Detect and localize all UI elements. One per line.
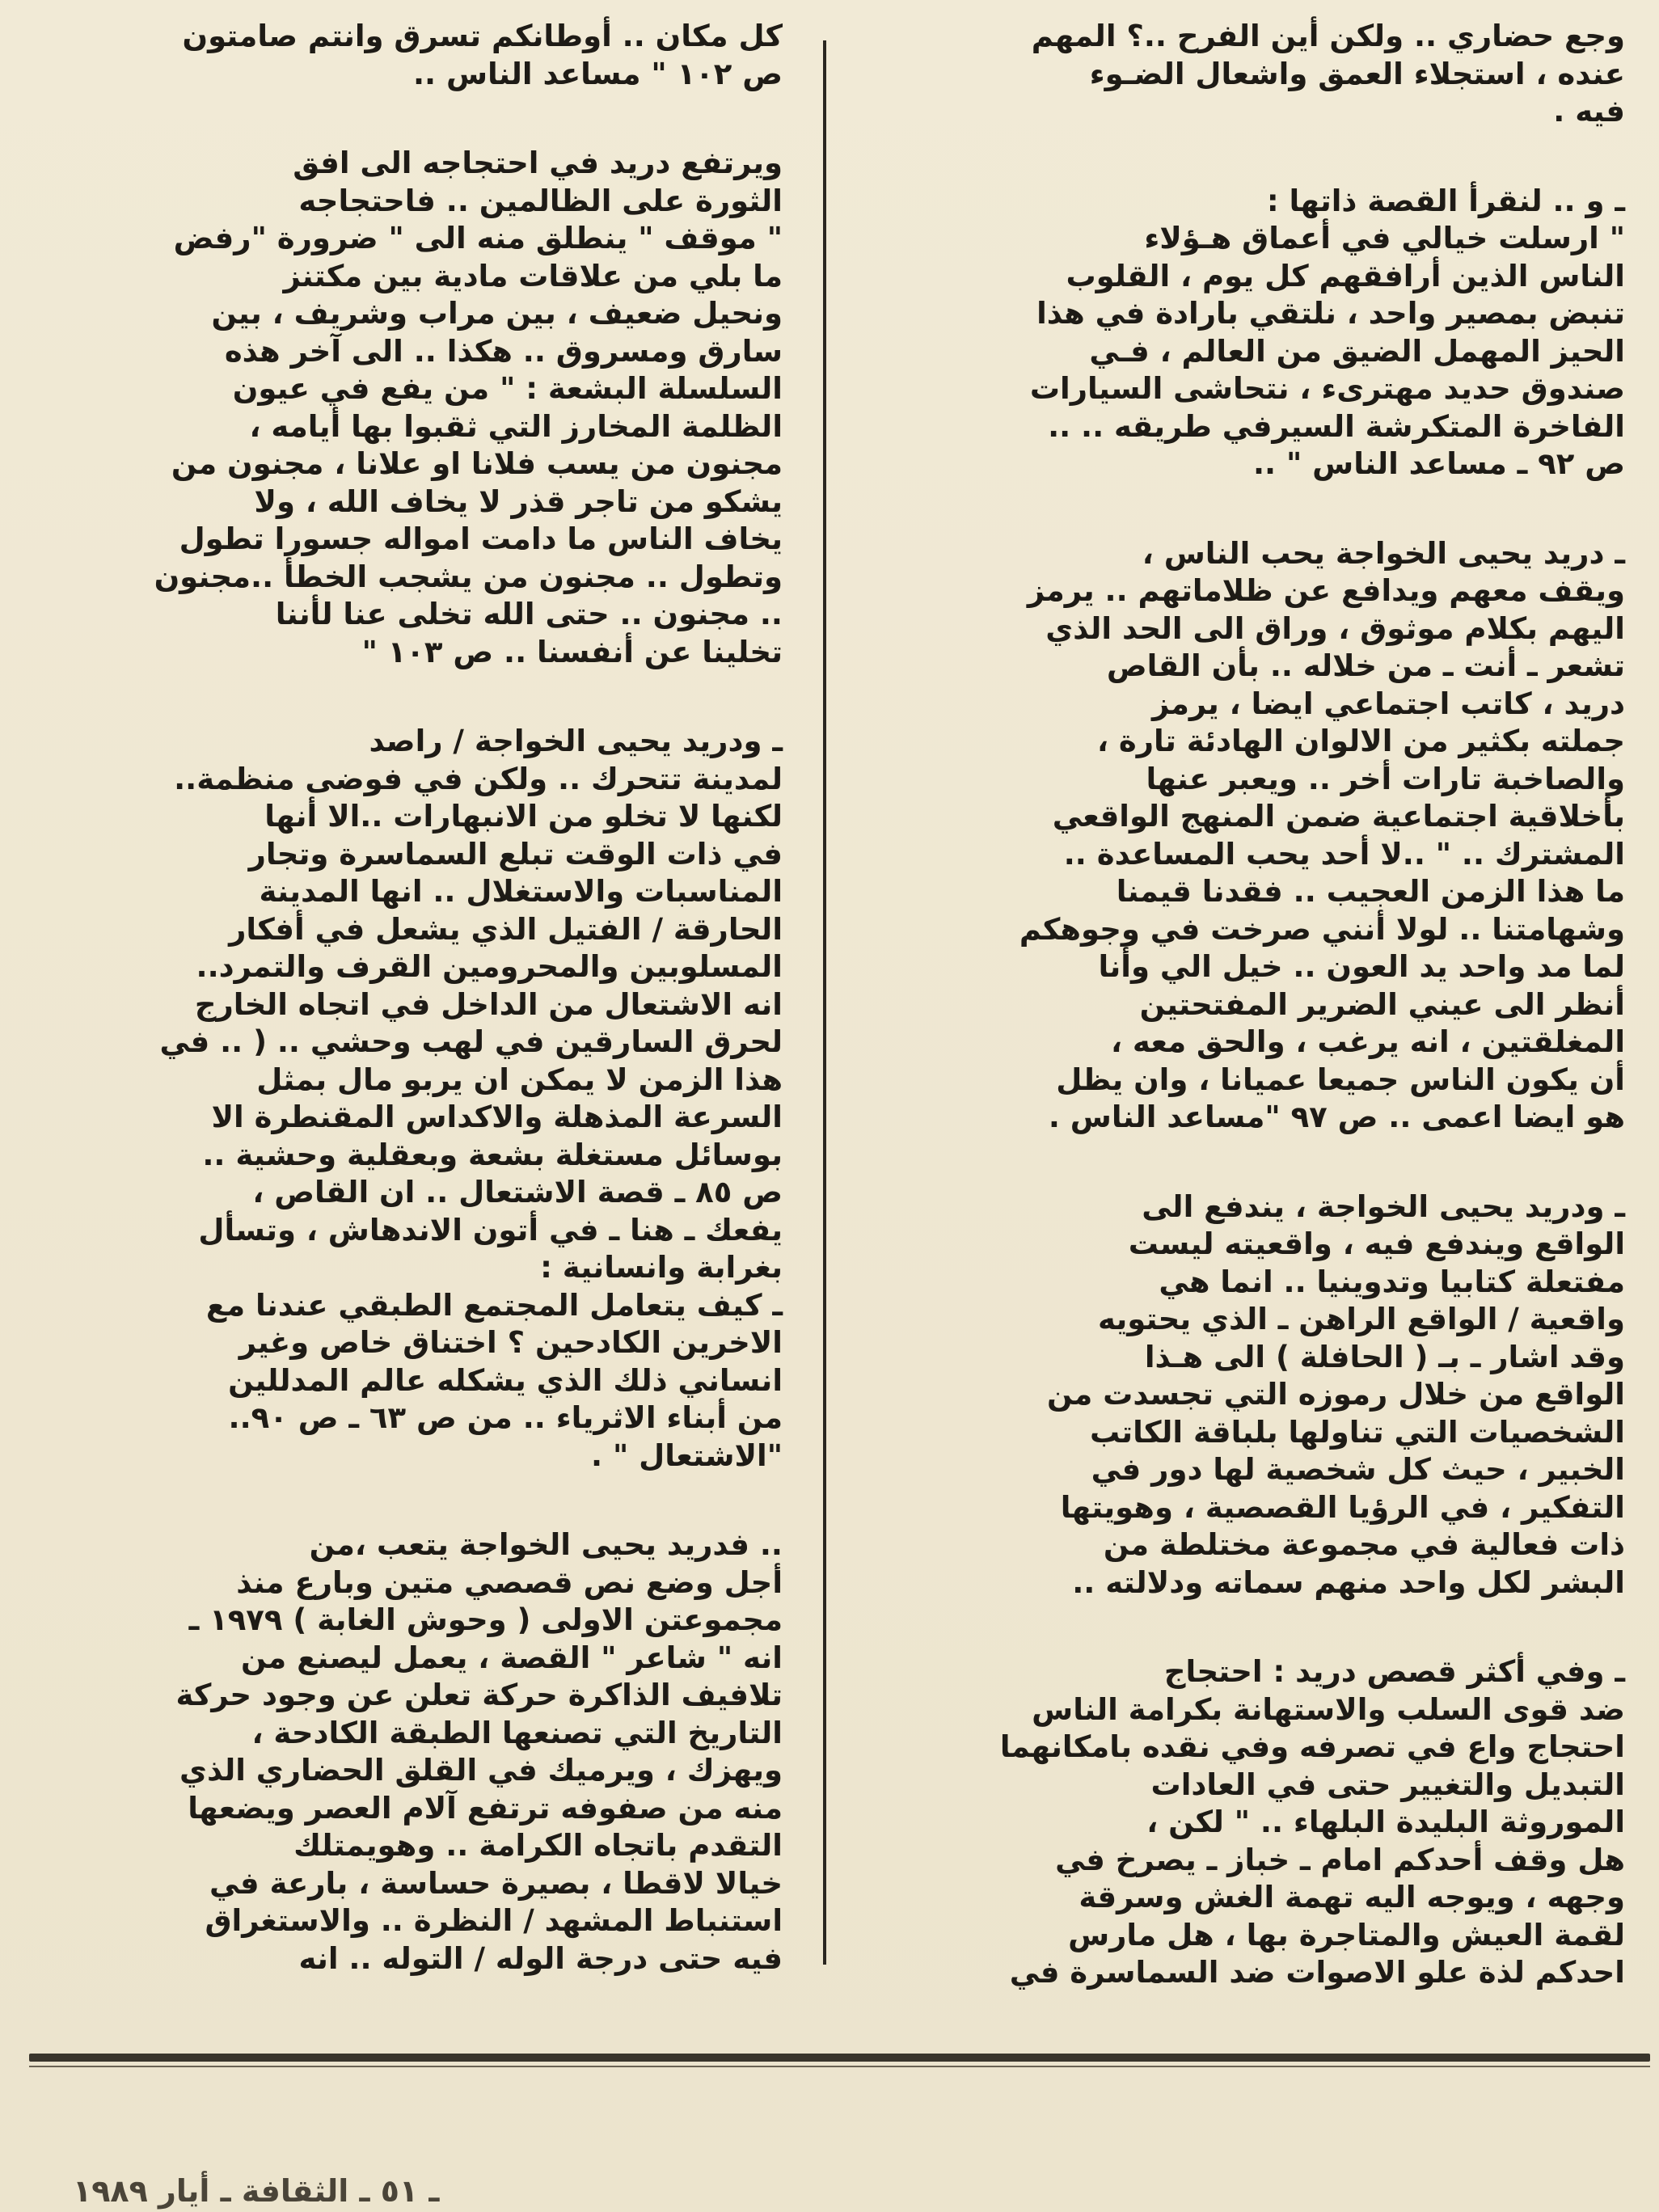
text-line: الفاخرة المتكرشة السيرفي طريقه .. .. (1048, 408, 1625, 444)
text-line: " ارسلت خيالي في أعماق هـؤلاء (1144, 221, 1625, 255)
text-line: تنبض بمصير واحد ، نلتقي بارادة في هذا (1036, 296, 1625, 331)
text-line: ما هذا الزمن العجيب .. فقدنا قيمنا (1116, 874, 1625, 909)
text-line: ضد قوى السلب والاستهانة بكرامة الناس (1032, 1691, 1625, 1727)
text-line: استنباط المشهد / النظرة .. والاستغراق (205, 1903, 783, 1938)
text-line: التبديل والتغيير حتى في العادات (1150, 1767, 1625, 1802)
text-line: المشترك .. " ..لا أحد يحب المساعدة .. (1063, 836, 1625, 872)
text-line: المناسبات والاستغلال .. انها المدينة (259, 874, 783, 909)
text-line: اليهم بكلام موثوق ، وراق الى الحد الذي (1045, 610, 1625, 646)
text-line: الشخصيات التي تناولها بلباقة الكاتب (1090, 1414, 1625, 1450)
text-line: في ذات الوقت تبلع السماسرة وتجار (248, 836, 783, 872)
text-line: ـ كيف يتعامل المجتمع الطبقي عندنا مع (205, 1287, 783, 1323)
text-line: يفعك ـ هنا ـ في أتون الاندهاش ، وتسأل (198, 1212, 783, 1247)
text-line: ـ و .. لنقرأ القصة ذاتها : (1266, 183, 1625, 218)
text-line: الحارقة / الفتيل الذي يشعل في أفكار (229, 911, 783, 947)
text-line: المغلقتين ، انه يرغب ، والحق معه ، (1110, 1024, 1625, 1059)
text-line: فيه حتى درجة الوله / التوله .. انه (298, 1940, 783, 1976)
text-line: الناس الذين أرافقهم كل يوم ، القلوب (1066, 258, 1625, 293)
page-footer: ـ ٥١ ـ الثقافة ـ أيار ١٩٨٩ (73, 2173, 440, 2209)
text-line: مجموعتن الاولى ( وحوش الغابة ) ١٩٧٩ ـ (188, 1602, 783, 1637)
text-line: التفكير ، في الرؤيا القصصية ، وهويتها (1060, 1489, 1625, 1525)
text-line: يشكو من تاجر قذر لا يخاف الله ، ولا (254, 483, 783, 519)
paragraph (865, 18, 1625, 131)
text-line: وجهه ، ويوجه اليه تهمة الغش وسرقة (1079, 1880, 1625, 1914)
text-line: ذات فعالية في مجموعة مختلطة من (1103, 1527, 1625, 1562)
text-line: ونحيل ضعيف ، بين مراب وشريف ، بين (211, 296, 783, 331)
text-line: انساني ذلك الذي يشكله عالم المدللين (228, 1362, 783, 1398)
footer-rule (29, 2054, 1650, 2062)
paragraph (865, 1188, 1625, 1602)
text-line: دريد ، كاتب اجتماعي ايضا ، يرمز (1151, 686, 1625, 721)
text-line: لحرق السارقين في لهب وحشي .. ( .. في (159, 1024, 783, 1059)
text-line: هو ايضا اعمى .. ص ٩٧ "مساعد الناس . (1048, 1100, 1625, 1134)
text-line: الواقع ويندفع فيه ، واقعيته ليست (1128, 1226, 1625, 1261)
text-line: بغرابة وانسانية : (540, 1250, 783, 1285)
text-line: والصاخبة تارات أخر .. ويعبر عنها (1146, 761, 1625, 796)
text-line: ـ دريد يحيى الخواجة يحب الناس ، (1142, 535, 1625, 571)
text-line: فيه . (1553, 94, 1625, 129)
text-line: هل وقف أحدكم امام ـ خباز ـ يصرخ في (1055, 1842, 1625, 1877)
text-line: الثورة على الظالمين .. فاحتجاجه (298, 183, 783, 218)
text-line: ص ١٠٢ " مساعد الناس .. (412, 56, 783, 91)
text-line: ويقف معهم ويدافع عن ظلاماتهم .. يرمز (1027, 573, 1625, 608)
text-line: خيالا لاقطا ، بصيرة حساسة ، بارعة في (209, 1865, 783, 1901)
text-line: السرعة المذهلة والاكداس المقنطرة الا (211, 1100, 783, 1134)
paragraph (865, 183, 1625, 483)
text-line: ـ ودريد يحيى الخواجة ، يندفع الى (1142, 1188, 1625, 1224)
text-line: ـ وفي أكثر قصص دريد : احتجاج (1163, 1654, 1625, 1689)
text-line: تشعر ـ أنت ـ من خلاله .. بأن القاص (1106, 648, 1625, 683)
text-line: سارق ومسروق .. هكذا .. الى آخر هذه (224, 333, 783, 369)
column-divider (823, 40, 826, 1965)
text-line: احتجاج واع في تصرفه وفي نقده بامكانهما (999, 1729, 1625, 1764)
text-line: الموروثة البليدة البلهاء .. " لكن ، (1146, 1805, 1625, 1839)
text-line: وجع حضاري .. ولكن أين الفرح ..؟ المهم (1031, 19, 1625, 53)
text-line: الظلمة المخارز التي ثقبوا بها أيامه ، (249, 408, 783, 444)
text-line: الواقع من خلال رموزه التي تجسدت من (1047, 1377, 1625, 1412)
text-line: ص ٩٢ ـ مساعد الناس " .. (1253, 446, 1625, 481)
text-line: ص ٨٥ ـ قصة الاشتعال .. ان القاص ، (252, 1175, 783, 1209)
paragraph (23, 145, 783, 671)
text-line: ويرتفع دريد في احتجاجه الى افق (293, 146, 783, 180)
text-line: مجنون من يسب فلانا او علانا ، مجنون من (171, 446, 783, 481)
text-line: بأخلاقية اجتماعية ضمن المنهج الواقعي (1052, 799, 1625, 834)
text-line: بوسائل مستغلة بشعة وبعقلية وحشية .. (202, 1137, 783, 1172)
text-line: "الاشتعال " . (591, 1437, 783, 1473)
text-line: التقدم باتجاه الكرامة .. وهويمتلك (293, 1828, 783, 1863)
text-line: وتطول .. مجنون من يشجب الخطأ ..مجنون (154, 559, 783, 594)
text-line: البشر لكل واحد منهم سماته ودلالته .. (1072, 1564, 1625, 1600)
text-line: التاريخ التي تصنعها الطبقة الكادحة ، (251, 1715, 783, 1750)
text-line: المسلوبين والمحرومين القرف والتمرد.. (196, 949, 783, 984)
text-line: تخلينا عن أنفسنا .. ص ١٠٣ " (361, 634, 783, 669)
left-column (23, 18, 783, 2029)
text-line: لقمة العيش والمتاجرة بها ، هل مارس (1068, 1917, 1625, 1952)
text-line: ـ ودريد يحيى الخواجة / راصد (369, 724, 783, 758)
text-line: الخبير ، حيث كل شخصية لها دور في (1091, 1452, 1625, 1487)
paragraph (23, 1526, 783, 1978)
text-line: تلافيف الذاكرة حركة تعلن عن وجود حركة (175, 1678, 783, 1712)
text-line: السلسلة البشعة : " من يفع في عيون (232, 371, 783, 406)
footer-rule-thin (29, 2066, 1650, 2067)
text-line: لمدينة تتحرك .. ولكن في فوضى منظمة.. (174, 761, 783, 796)
text-line: .. مجنون .. حتى الله تخلى عنا لأننا (275, 597, 783, 631)
text-line: من أبناء الاثرياء .. من ص ٦٣ ـ ص ٩٠.. (228, 1400, 783, 1435)
text-line: وشهامتنا .. لولا أنني صرخت في وجوهكم (1019, 911, 1625, 947)
text-line: واقعية / الواقع الراهن ـ الذي يحتويه (1097, 1302, 1625, 1336)
text-line: الاخرين الكادحين ؟ اختناق خاص وغير (239, 1325, 783, 1360)
paragraph (23, 723, 783, 1475)
paragraph (23, 18, 783, 93)
text-line: انه " شاعر " القصة ، يعمل ليصنع من (241, 1640, 783, 1675)
text-line: وقد اشار ـ بـ ( الحافلة ) الى هـذا (1144, 1339, 1625, 1374)
text-line: احدكم لذة علو الاصوات ضد السماسرة في (1009, 1955, 1625, 1990)
text-line: انه الاشتعال من الداخل في اتجاه الخارج (194, 986, 783, 1022)
text-line: مفتعلة كتابيا وتدوينيا .. انما هي (1159, 1264, 1625, 1299)
text-line: صندوق حديد مهترىء ، نتحاشى السيارات (1029, 371, 1625, 406)
text-line: عنده ، استجلاء العمق واشعال الضـوء (1089, 56, 1625, 91)
paragraph (865, 535, 1625, 1137)
text-line: كل مكان .. أوطانكم تسرق وانتم صامتون (182, 19, 783, 53)
text-line: لكنها لا تخلو من الانبهارات ..الا أنها (264, 799, 783, 834)
text-line: ما بلي من علاقات مادية بين مكتنز (283, 258, 783, 293)
text-line: أجل وضع نص قصصي متين وبارع منذ (236, 1564, 783, 1600)
text-line: لما مد واحد يد العون .. خيل الي وأنا (1098, 949, 1625, 984)
text-line: منه من صفوفه ترتفع آلام العصر ويضعها (188, 1790, 783, 1826)
paragraph (865, 1653, 1625, 1992)
right-column (865, 18, 1625, 2044)
text-line: ويهزك ، ويرميك في القلق الحضاري الذي (179, 1753, 783, 1788)
text-line: أن يكون الناس جميعا عميانا ، وان يظل (1056, 1062, 1625, 1097)
text-line: " موقف " ينطلق منه الى " ضرورة "رفض (173, 221, 783, 255)
text-line: .. فدريد يحيى الخواجة يتعب ،من (309, 1527, 783, 1562)
text-line: جملته بكثير من الالوان الهادئة تارة ، (1096, 724, 1625, 758)
text-line: يخاف الناس ما دامت امواله جسورا تطول (179, 521, 783, 556)
text-line: أنظر الى عيني الضرير المفتحتين (1139, 986, 1625, 1022)
text-line: هذا الزمن لا يمكن ان يربو مال بمثل (256, 1062, 783, 1097)
text-line: الحيز المهمل الضيق من العالم ، فـي (1089, 333, 1625, 369)
